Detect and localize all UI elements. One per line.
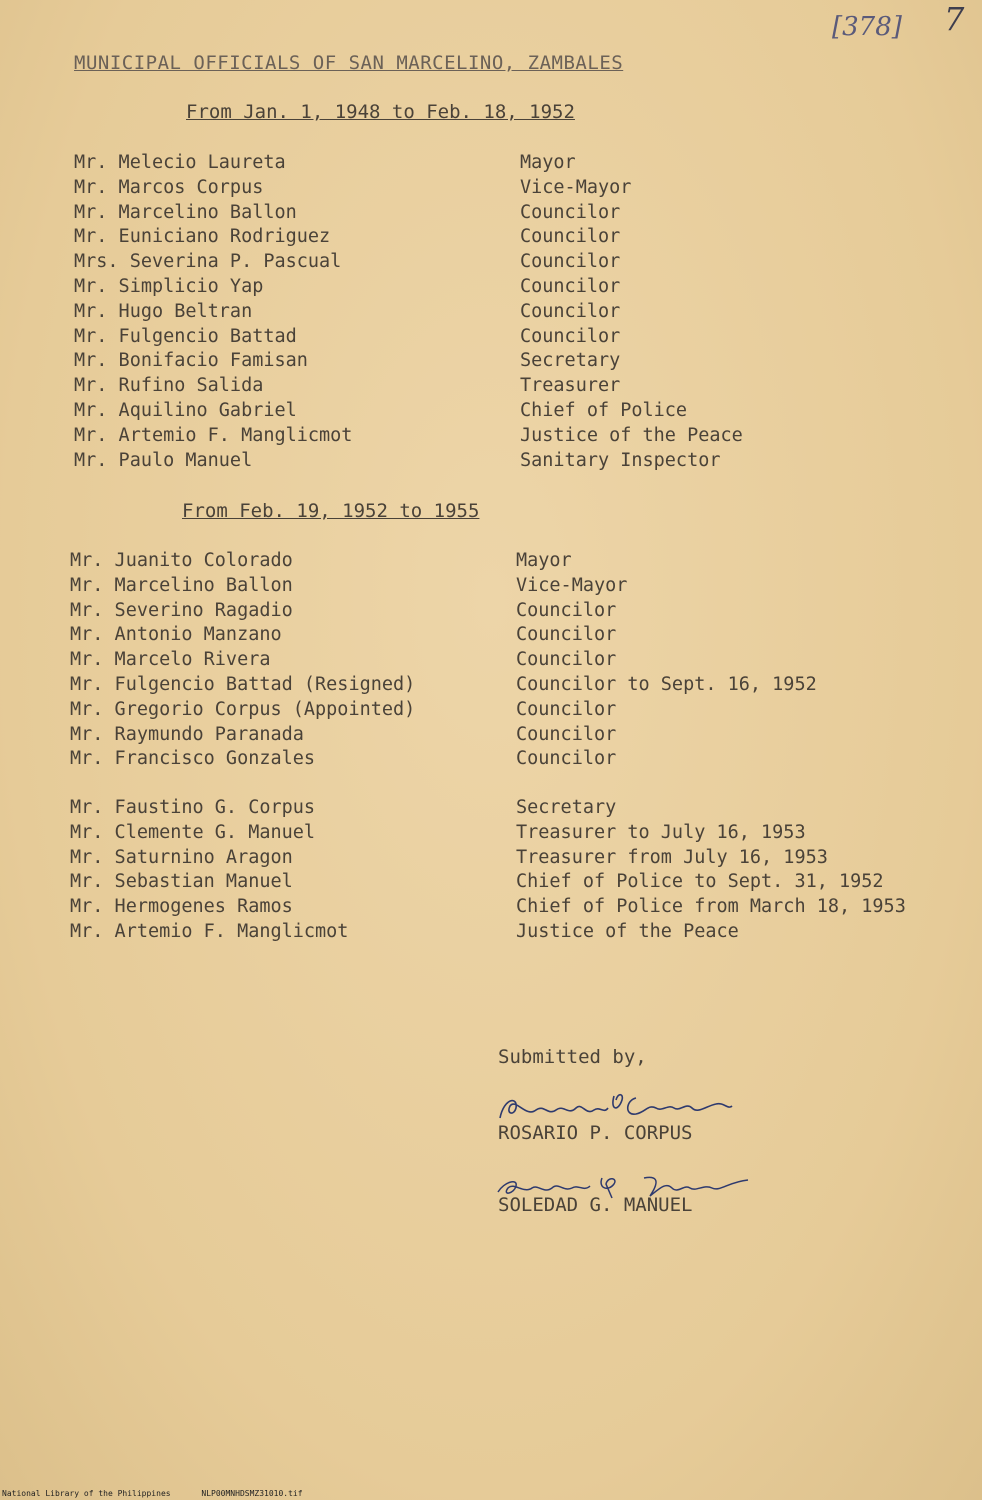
official-name: Mr. Francisco Gonzales	[70, 748, 316, 770]
official-position: Councilor to Sept. 16, 1952	[516, 673, 817, 695]
official-row	[74, 450, 974, 475]
section2-heading: From Feb. 19, 1952 to 1955	[182, 500, 480, 522]
official-position: Councilor	[520, 275, 621, 297]
official-name: Mr. Artemio F. Manglicmot	[70, 920, 349, 942]
official-name: Mr. Aquilino Gabriel	[74, 399, 297, 421]
footer-library: National Library of the Philippines	[2, 1489, 171, 1498]
official-name: Mr. Clemente G. Manuel	[70, 821, 316, 843]
official-row	[70, 896, 970, 921]
official-position: Chief of Police to Sept. 31, 1952	[516, 871, 884, 893]
official-row	[70, 871, 970, 896]
official-name: Mr. Artemio F. Manglicmot	[74, 424, 353, 446]
official-position: Councilor	[520, 325, 621, 347]
official-row	[74, 425, 974, 450]
official-position: Councilor	[516, 649, 617, 671]
official-position: Treasurer from July 16, 1953	[516, 846, 828, 868]
official-name: Mr. Simplicio Yap	[74, 275, 264, 297]
official-position: Mayor	[516, 550, 572, 571]
signatory-typed-name: ROSARIO P. CORPUS	[498, 1122, 693, 1144]
official-name: Mr. Marcelino Ballon	[74, 201, 297, 223]
official-row	[70, 624, 970, 649]
archive-number: [378]	[832, 12, 902, 42]
official-position: Councilor	[520, 201, 621, 223]
official-name: Mr. Marcos Corpus	[74, 176, 264, 198]
official-name: Mr. Euniciano Rodriguez	[74, 226, 331, 248]
official-name: Mr. Fulgencio Battad	[74, 325, 297, 347]
official-row	[70, 575, 970, 600]
official-name: Mr. Antonio Manzano	[70, 624, 282, 646]
official-name: Mr. Juanito Colorado	[70, 550, 293, 571]
official-position: Treasurer	[520, 375, 621, 397]
official-name: Mr. Fulgencio Battad (Resigned)	[70, 673, 416, 695]
official-name: Mr. Severino Ragadio	[70, 599, 293, 621]
official-row	[70, 921, 970, 946]
official-row	[74, 251, 974, 276]
footer	[2, 1489, 329, 1498]
submitted-by-label: Submitted by,	[498, 1046, 647, 1068]
official-name: Mr. Hugo Beltran	[74, 300, 253, 322]
official-row	[70, 550, 970, 575]
official-position: Secretary	[520, 350, 621, 372]
official-row	[74, 202, 974, 227]
official-name: Mr. Marcelo Rivera	[70, 649, 271, 671]
official-position: Sanitary Inspector	[520, 449, 721, 471]
official-row	[74, 350, 974, 375]
section2-officials-list	[70, 550, 970, 773]
official-row	[74, 276, 974, 301]
official-row	[70, 847, 970, 872]
official-position: Councilor	[516, 599, 617, 621]
official-row	[70, 699, 970, 724]
official-row	[70, 600, 970, 625]
official-position: Councilor	[516, 698, 617, 720]
official-row	[70, 649, 970, 674]
official-position: Councilor	[516, 723, 617, 745]
official-position: Mayor	[520, 152, 576, 173]
official-row	[74, 226, 974, 251]
official-row	[70, 724, 970, 749]
official-name: Mr. Melecio Laureta	[74, 152, 286, 173]
official-position: Vice-Mayor	[516, 574, 628, 596]
official-row	[70, 748, 970, 773]
section1-officials-list	[74, 152, 974, 474]
official-position: Councilor	[520, 251, 621, 273]
section1-heading: From Jan. 1, 1948 to Feb. 18, 1952	[186, 101, 575, 123]
official-row	[74, 326, 974, 351]
official-row	[74, 375, 974, 400]
official-row	[74, 152, 974, 177]
official-row	[74, 400, 974, 425]
official-name: Mr. Saturnino Aragon	[70, 846, 293, 868]
document-title: MUNICIPAL OFFICIALS OF SAN MARCELINO, ZAMBALES	[74, 52, 624, 74]
official-position: Chief of Police from March 18, 1953	[516, 896, 906, 918]
official-name: Mr. Raymundo Paranada	[70, 723, 304, 745]
official-position: Councilor	[516, 624, 617, 646]
official-position: Chief of Police	[520, 399, 688, 421]
official-row	[70, 797, 970, 822]
official-name: Mr. Paulo Manuel	[74, 449, 253, 471]
official-row	[70, 822, 970, 847]
official-row	[70, 674, 970, 699]
official-name: Mr. Hermogenes Ramos	[70, 896, 293, 918]
official-position: Secretary	[516, 797, 617, 818]
official-position: Treasurer to July 16, 1953	[516, 821, 806, 843]
official-name: Mrs. Severina P. Pascual	[74, 251, 342, 273]
official-name: Mr. Gregorio Corpus (Appointed)	[70, 698, 416, 720]
official-position: Councilor	[516, 748, 617, 770]
official-position: Vice-Mayor	[520, 176, 632, 198]
signatory-typed-name: SOLEDAD G. MANUEL	[498, 1194, 693, 1216]
official-name: Mr. Rufino Salida	[74, 375, 264, 397]
section2-staff-list	[70, 797, 970, 946]
official-name: Mr. Marcelino Ballon	[70, 574, 293, 596]
page-number: 7	[944, 0, 965, 38]
official-name: Mr. Sebastian Manuel	[70, 871, 293, 893]
official-position: Justice of the Peace	[516, 920, 739, 942]
official-row	[74, 301, 974, 326]
official-position: Justice of the Peace	[520, 424, 743, 446]
official-row	[74, 177, 974, 202]
official-position: Councilor	[520, 300, 621, 322]
official-name: Mr. Bonifacio Famisan	[74, 350, 308, 372]
official-position: Councilor	[520, 226, 621, 248]
footer-file: NLP00MNHDSMZ31010.tif	[201, 1489, 303, 1498]
official-name: Mr. Faustino G. Corpus	[70, 797, 316, 818]
